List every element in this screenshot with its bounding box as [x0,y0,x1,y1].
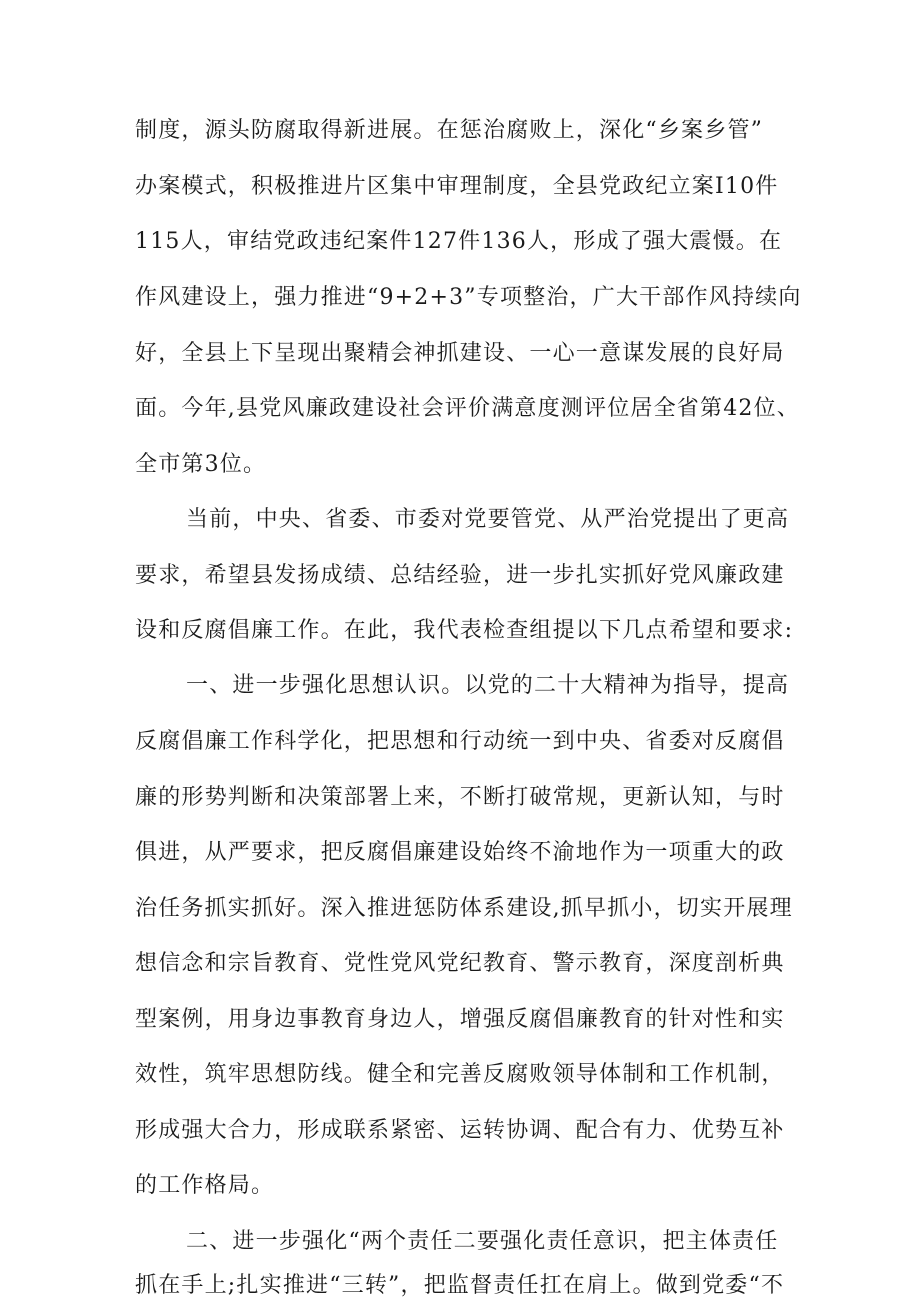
text-line-7: 全市第3位。 [135,452,267,477]
text-line-18: 效性，筑牢思想防线。健全和完善反腐败领导体制和工作机制， [135,1062,785,1087]
text-line-1: 制度，源头防腐取得新进展。在惩治腐败上，深化“乡案乡管” [135,118,764,143]
text-line-8: 当前，中央、省委、市委对党要管党、从严治党提出了更高 [186,507,790,532]
text-line-15: 治任务抓实抓好。深入推进惩防体系建设,抓早抓小，切实开展理 [135,896,793,921]
text-line-21: 二、进一步强化“两个责任二要强化责任意识，把主体责任 [186,1229,779,1254]
text-line-9: 要求，希望县发扬成绩、总结经验，进一步扎实抓好党风廉政建 [135,563,785,588]
text-line-4: 作风建设上，强力推进“9+2+3”专项整治，广大干部作风持续向 [135,285,802,310]
text-line-5: 好，全县上下呈现出聚精会神抓建设、一心一意谋发展的良好局 [135,341,785,366]
text-line-20: 的工作格局。 [135,1173,275,1198]
text-line-14: 俱进，从严要求，把反腐倡廉建设始终不渝地作为一项重大的政 [135,840,785,865]
text-line-16: 想信念和宗旨教育、党性党风党纪教育、警示教育，深度剖析典 [135,951,785,976]
text-line-2: 办案模式，积极推进片区集中审理制度，全县党政纪立案I10件 [135,174,779,199]
text-line-22: 抓在手上;扎实推进“三转”，把监督责任扛在肩上。做到党委“不 [135,1273,785,1298]
text-line-12: 反腐倡廉工作科学化，把思想和行动统一到中央、省委对反腐倡 [135,729,785,754]
text-line-3: 115人，审结党政违纪案件127件136人，形成了强大震慑。在 [135,229,783,254]
text-line-10: 设和反腐倡廉工作。在此，我代表检查组提以下几点希望和要求: [135,618,794,643]
text-line-13: 廉的形势判断和决策部署上来，不断打破常规，更新认知，与时 [135,785,785,810]
text-line-19: 形成强大合力，形成联系紧密、运转协调、配合有力、优势互补 [135,1118,785,1143]
text-line-6: 面。今年,县党风廉政建设社会评价满意度测评位居全省第42位、 [135,396,800,421]
text-line-11: 一、进一步强化思想认识。以党的二十大精神为指导，提高 [186,673,790,698]
text-line-17: 型案例，用身边事教育身边人，增强反腐倡廉教育的针对性和实 [135,1007,785,1032]
